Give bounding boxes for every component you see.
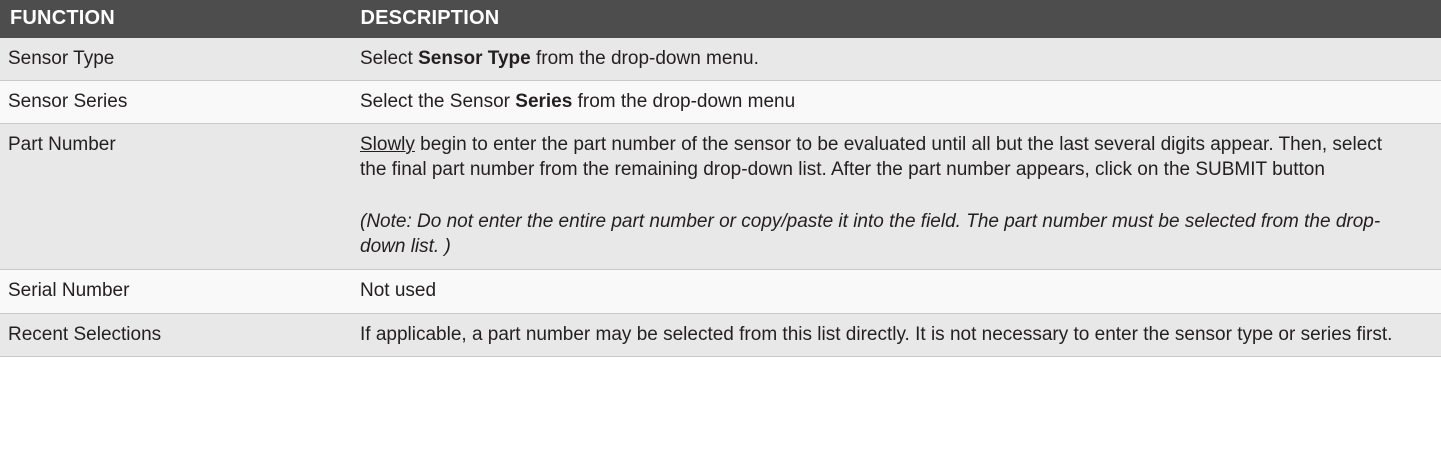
- table-row: [0, 124, 1441, 270]
- table-row: [0, 313, 1441, 356]
- description-lead-text: Select: [360, 48, 419, 69]
- table-body: [0, 38, 1441, 356]
- table-row: [0, 38, 1441, 81]
- description-note-text: (Note: Do not enter the entire part number or copy/paste it into the field. The part number must be selected from the drop-down list. ): [360, 211, 1381, 258]
- description-lead-text: Select the Sensor: [360, 91, 516, 113]
- table-header: [0, 0, 1441, 38]
- description-bold-term: Series: [515, 91, 573, 113]
- cell-description-recent-selections: If applicable, a part number may be selected from this list directly. It is not necessary to enter the sensor type or series first.: [348, 313, 1441, 356]
- column-header-description: DESCRIPTION: [348, 0, 1441, 38]
- cell-function-sensor-type: Sensor Type: [0, 38, 348, 81]
- cell-description-part-number: [348, 124, 1441, 270]
- cell-function-part-number: Part Number: [0, 124, 348, 270]
- table-header-row: [0, 0, 1441, 38]
- cell-description-sensor-type: [348, 38, 1441, 81]
- description-tail-text: from the drop-down menu.: [530, 48, 759, 69]
- description-paragraph: [360, 132, 1411, 182]
- description-tail-text: from the drop-down menu: [572, 91, 796, 113]
- cell-description-sensor-series: [348, 81, 1441, 124]
- cell-function-recent-selections: Recent Selections: [0, 313, 348, 356]
- cell-function-sensor-series: Sensor Series: [0, 81, 348, 124]
- table-row: [0, 270, 1441, 313]
- column-header-function: FUNCTION: [0, 0, 348, 38]
- description-underlined-term: Slowly: [360, 134, 415, 156]
- table-row: [0, 81, 1441, 124]
- description-main-text: begin to enter the part number of the sensor to be evaluated until all but the last several digits appear. Then, select the final part number from the remaining drop-down list. After the part number appears, click on the SUBMIT button: [360, 134, 1383, 181]
- cell-function-serial-number: Serial Number: [0, 270, 348, 313]
- cell-description-serial-number: Not used: [348, 270, 1441, 313]
- description-bold-term: Sensor Type: [418, 48, 531, 69]
